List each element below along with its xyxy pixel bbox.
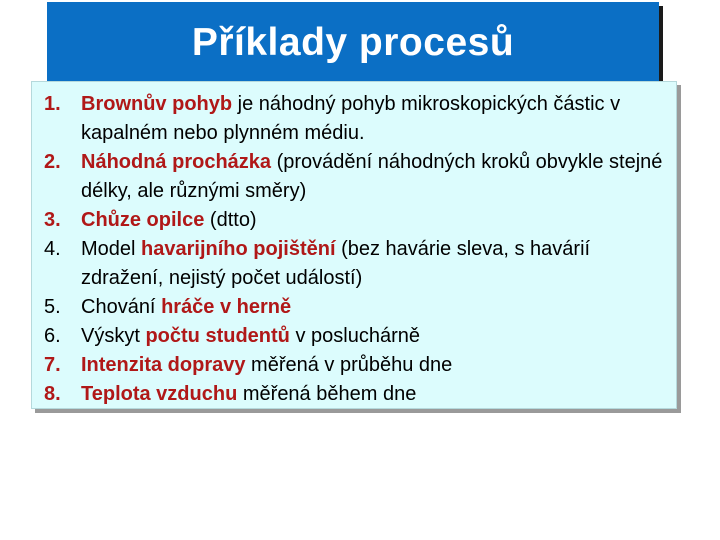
list-item	[44, 206, 666, 235]
list-item	[44, 293, 666, 322]
list-item-text: (provádění náhodných kroků obvykle stejné délky, ale různými směry)	[81, 151, 663, 202]
list-item-number: 3.	[44, 209, 61, 231]
numbered-list	[32, 82, 676, 409]
list-item-number: 1.	[44, 93, 61, 115]
highlighted-term: počtu studentů	[145, 325, 290, 347]
list-item-text: Model	[81, 238, 142, 260]
highlighted-term: Brownův pohyb	[81, 93, 233, 115]
title-box	[47, 2, 659, 84]
content-box	[31, 81, 677, 409]
highlighted-term: Náhodná procházka	[81, 151, 272, 173]
list-item-number: 6.	[44, 325, 61, 347]
list-item-number: 8.	[44, 383, 61, 405]
list-item-number: 5.	[44, 296, 61, 318]
highlighted-term: hráče v herně	[161, 296, 292, 318]
list-item-text: je náhodný pohyb mikroskopických částic v kapalném nebo plynném médiu.	[81, 93, 621, 144]
list-item-text: měřená v průběhu dne	[245, 354, 453, 376]
list-item	[44, 380, 666, 409]
list-item-text: (bez havárie sleva, s havárií zdražení, nejistý počet událostí)	[81, 238, 591, 289]
list-item	[44, 235, 666, 293]
list-item	[44, 90, 666, 148]
highlighted-term: Intenzita dopravy	[81, 354, 246, 376]
list-item	[44, 322, 666, 351]
list-item	[44, 351, 666, 380]
list-item-text: Chování	[81, 296, 162, 318]
list-item-text: (dtto)	[204, 209, 257, 231]
list-item-text: Výskyt	[81, 325, 146, 347]
highlighted-term: havarijního pojištění	[141, 238, 336, 260]
list-item-text: v posluchárně	[289, 325, 420, 347]
list-item-text: měřená během dne	[237, 383, 417, 405]
list-item-number: 4.	[44, 238, 61, 260]
highlighted-term: Chůze opilce	[81, 209, 205, 231]
list-item-number: 2.	[44, 151, 61, 173]
highlighted-term: Teplota vzduchu	[81, 383, 238, 405]
list-item-number: 7.	[44, 354, 61, 376]
slide-title: Příklady procesů	[191, 21, 515, 64]
list-item	[44, 148, 666, 206]
